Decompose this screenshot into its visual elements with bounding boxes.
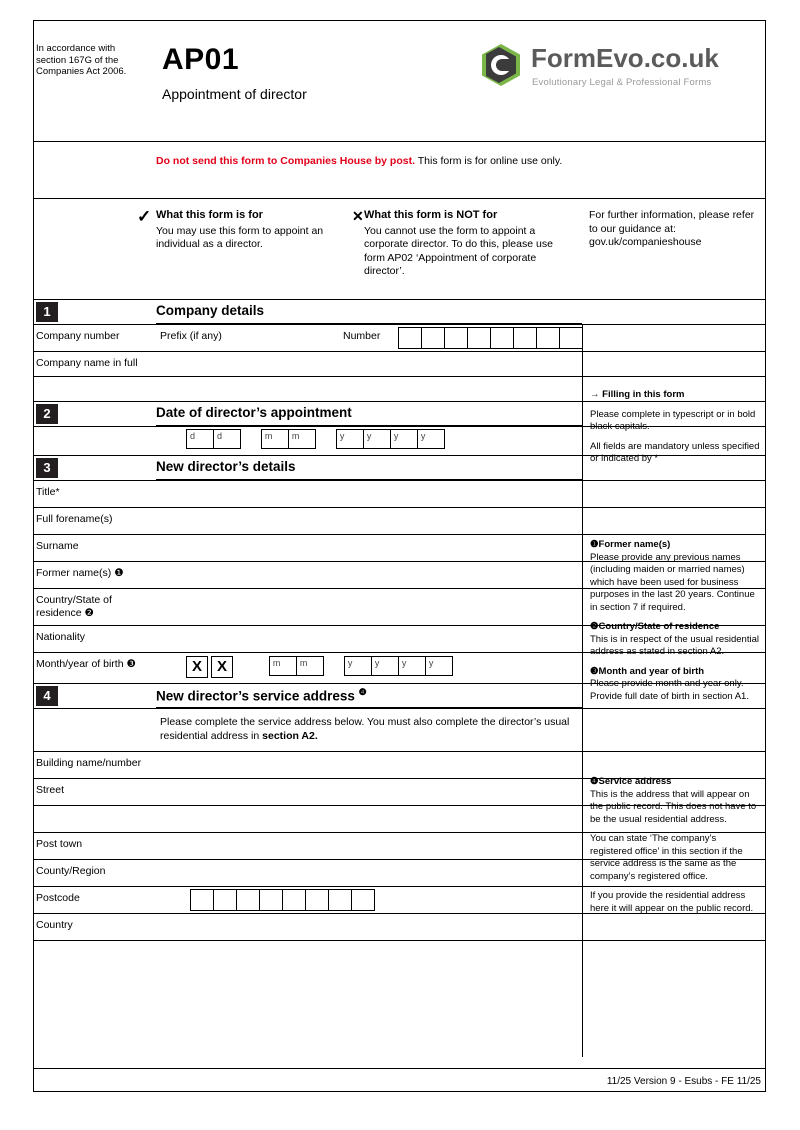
formevo-logo — [479, 41, 759, 103]
title-label: Title* — [36, 486, 60, 498]
filling-help-p2: All fields are mandatory unless specified or indicated by * — [590, 440, 760, 464]
brand-name — [531, 43, 719, 74]
help-country-title: Country/State of residence — [598, 621, 720, 632]
section-4-help — [590, 776, 760, 922]
appointment-date-row — [34, 427, 765, 456]
company-number-field[interactable] — [156, 325, 765, 351]
dob-box[interactable]: y — [398, 656, 426, 676]
accordance-text: In accordance with section 167G of the Companies Act 2006. — [36, 43, 127, 77]
dob-box[interactable]: m — [269, 656, 297, 676]
dob-label — [36, 658, 151, 671]
help-country-body: This is in respect of the usual residential address as stated in section A2. — [590, 633, 759, 657]
what-form-is-not-for-body: You cannot use the form to appoint a corporate director. To do this, please use form AP02 ‘Appointment of corporate director’. — [364, 224, 553, 277]
notice-band — [34, 142, 765, 199]
info-row — [34, 199, 765, 300]
check-icon: ✓ — [137, 207, 152, 226]
help-dob-title: Month and year of birth — [598, 665, 705, 677]
postcode-box[interactable] — [213, 889, 237, 911]
company-number-boxes[interactable] — [398, 327, 582, 349]
form-sheet — [33, 20, 766, 1092]
what-form-is-for-title: What this form is for — [156, 209, 263, 221]
brand-tagline: Evolutionary Legal & Professional Forms — [532, 77, 712, 88]
title-field[interactable] — [156, 481, 765, 507]
help-service-address-title: Service address — [598, 776, 672, 787]
hexagon-logo-icon — [479, 43, 523, 87]
section-1-number: 1 — [36, 302, 58, 322]
country-residence-text: Country/State of residence — [36, 594, 112, 619]
form-code: AP01 — [162, 43, 240, 76]
date-box[interactable]: y — [336, 429, 364, 449]
date-box[interactable]: y — [417, 429, 445, 449]
help-service-address-p2: You can state ‘The company’s registered office’ in this section if the service address is the same as the company’s registered office. — [590, 833, 743, 882]
postcode-box[interactable] — [305, 889, 329, 911]
country-residence-label — [36, 594, 151, 620]
filling-help-p1: Please complete in typescript or in bold black capitals. — [590, 408, 756, 432]
section-4-title — [156, 687, 367, 704]
help-former-names-title: Former name(s) — [598, 539, 671, 550]
nationality-label: Nationality — [36, 631, 86, 643]
further-information-body: For further information, please refer to our guidance at: gov.uk/companieshouse — [589, 209, 755, 248]
company-name-field[interactable] — [156, 352, 765, 376]
company-name-label: Company name in full — [36, 357, 138, 369]
building-row — [34, 752, 765, 779]
postcode-box[interactable] — [328, 889, 352, 911]
surname-label: Surname — [36, 540, 79, 552]
notice-bold: Do not send this form to Companies House by post. — [156, 155, 416, 167]
postcode-box[interactable] — [190, 889, 214, 911]
company-number-row — [34, 325, 765, 352]
service-address-instruction — [156, 709, 765, 751]
char-box[interactable] — [559, 327, 583, 349]
company-name-row — [34, 352, 765, 377]
footnote-3-marker-icon: ❸ — [590, 665, 599, 677]
char-box[interactable] — [513, 327, 537, 349]
country-label: Country — [36, 919, 73, 931]
street-label: Street — [36, 784, 65, 796]
postcode-label: Postcode — [36, 892, 80, 904]
further-information — [589, 209, 764, 250]
what-form-is-not-for-title: What this form is NOT for — [364, 209, 498, 221]
building-field[interactable] — [156, 752, 765, 778]
char-box[interactable] — [421, 327, 445, 349]
filling-help-title: Filling in this form — [602, 389, 685, 400]
footnote-3-icon: ❸ — [126, 658, 136, 670]
section-4-number: 4 — [36, 686, 58, 706]
help-service-address-p3: If you provide the residential address here it will appear on the public record. — [590, 890, 754, 914]
dob-box[interactable]: y — [425, 656, 453, 676]
dob-x-box[interactable]: X — [211, 656, 233, 678]
help-arrow-icon: → — [590, 389, 600, 400]
dob-x-box[interactable]: X — [186, 656, 208, 678]
title-row — [34, 481, 765, 508]
instruction-bold: section A2. — [262, 730, 318, 742]
former-names-label — [36, 567, 151, 580]
section-1-header — [34, 300, 765, 325]
footnote-4-icon: ❹ — [358, 687, 367, 697]
date-box[interactable]: y — [390, 429, 418, 449]
cross-icon: ✕ — [352, 208, 364, 224]
post-town-label: Post town — [36, 838, 83, 850]
brand-suffix: .co.uk — [643, 43, 719, 73]
what-form-is-for-body: You may use this form to appoint an individual as a director. — [156, 224, 324, 250]
building-label: Building name/number — [36, 757, 142, 769]
char-box[interactable] — [536, 327, 560, 349]
date-box[interactable]: m — [288, 429, 316, 449]
forenames-field[interactable] — [156, 508, 765, 534]
help-dob-body: Please provide month and year only. Provide full date of birth in section A1. — [590, 678, 749, 702]
dob-box[interactable]: m — [296, 656, 324, 676]
form-header — [34, 21, 765, 142]
help-service-address-p1: This is the address that will appear on the public record. This does not have to be the usual residential address. — [590, 788, 757, 825]
date-box[interactable]: d — [213, 429, 241, 449]
section-3-title: New director’s details — [156, 459, 296, 474]
date-box[interactable]: m — [261, 429, 289, 449]
forenames-label: Full forename(s) — [36, 513, 113, 525]
dob-box[interactable]: y — [344, 656, 372, 676]
postcode-box[interactable] — [259, 889, 283, 911]
instruction-plain: Please complete the service address below. You must also complete the director’s usual residential address in — [160, 716, 570, 742]
prefix-label: Prefix (if any) — [160, 330, 222, 342]
postcode-box[interactable] — [351, 889, 375, 911]
what-form-is-not-for — [364, 209, 559, 279]
section-2-title: Date of director’s appointment — [156, 405, 352, 420]
county-region-label: County/Region — [36, 865, 106, 877]
notice-rest: This form is for online use only. — [415, 155, 563, 167]
section-3-header — [34, 456, 765, 481]
help-former-names-body: Please provide any previous names (including maiden or married names) which have been used for business purposes in the last 20 years. Continue in section 7 if required. — [590, 551, 755, 613]
footnote-1-marker-icon: ❶ — [590, 539, 599, 550]
appointment-date-field[interactable] — [156, 427, 765, 455]
company-number-label: Company number — [36, 330, 120, 342]
what-form-is-for — [156, 209, 331, 252]
footnote-2-marker-icon: ❷ — [590, 621, 599, 632]
section-2-number: 2 — [36, 404, 58, 424]
footnote-1-icon: ❶ — [114, 567, 124, 579]
dob-text: Month/year of birth — [36, 658, 124, 670]
section-4-header — [34, 684, 765, 709]
postcode-box[interactable] — [282, 889, 306, 911]
section-1-title: Company details — [156, 303, 265, 318]
postcode-box[interactable] — [236, 889, 260, 911]
form-title: Appointment of director — [162, 86, 307, 102]
char-box[interactable] — [398, 327, 422, 349]
number-label: Number — [343, 330, 381, 342]
brand-word: FormEvo — [531, 43, 644, 73]
char-box[interactable] — [467, 327, 491, 349]
appointment-date-boxes[interactable] — [186, 429, 444, 449]
date-box[interactable]: y — [363, 429, 391, 449]
dob-box[interactable]: y — [371, 656, 399, 676]
section-4-title-text: New director’s service address — [156, 688, 355, 704]
date-box[interactable]: d — [186, 429, 214, 449]
section-2-header — [34, 402, 765, 427]
notice-text — [156, 154, 576, 168]
char-box[interactable] — [444, 327, 468, 349]
footnote-4-marker-icon: ❹ — [590, 776, 599, 787]
section-3-number: 3 — [36, 458, 58, 478]
forenames-row — [34, 508, 765, 535]
char-box[interactable] — [490, 327, 514, 349]
former-names-text: Former name(s) — [36, 567, 112, 579]
footer-version: 11/25 Version 9 - Esubs - FE 11/25 — [606, 1076, 761, 1087]
footnote-2-icon: ❷ — [84, 607, 94, 619]
service-address-instruction-row — [34, 709, 765, 752]
